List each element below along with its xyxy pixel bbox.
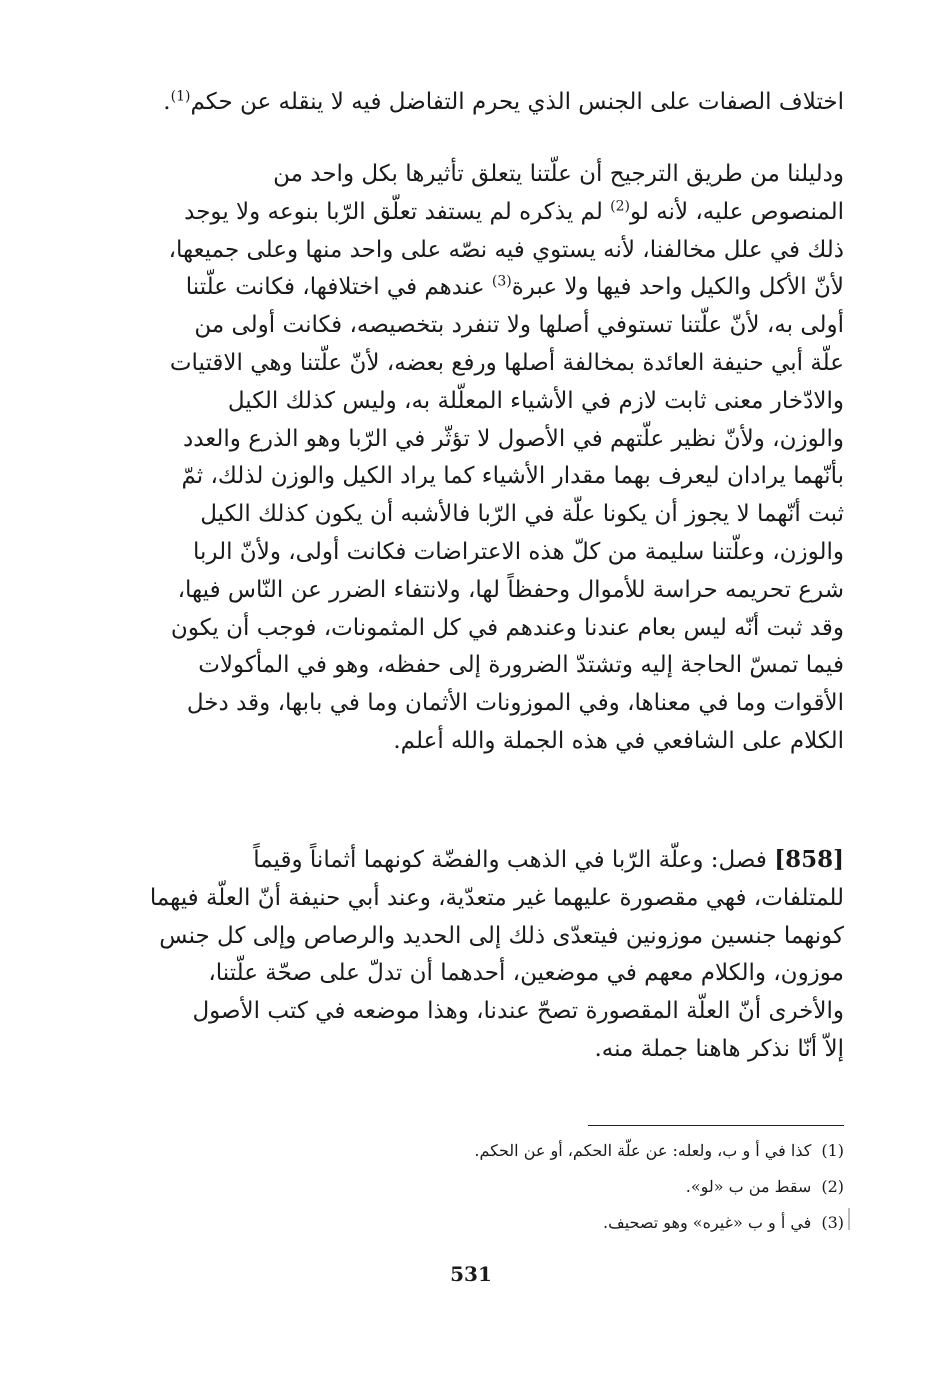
line-text: اختلاف الصفات على الجنس الذي يحرم التفاضل فيه لا ينقله عن حكم [190, 89, 844, 115]
text-line: ودليلنا من طريق الترجيح أن علّتنا يتعلق تأثيرها بكل واحد من [273, 161, 844, 187]
text-line [96, 269, 844, 307]
footnote-divider [588, 1125, 844, 1126]
text-line [96, 84, 844, 122]
text-line: الكلام على الشافعي في هذه الجملة والله أعلم. [393, 727, 844, 754]
text-line: أولى به، لأنّ علّتنا تستوفي أصلها ولا تنفرد بتخصيصه، فكانت أولى من [194, 312, 844, 339]
footnote-number: (2) [821, 1177, 844, 1196]
text-line: والادّخار معنى ثابت لازم في الأشياء المعلّلة به، وليس كذلك الكيل [227, 387, 844, 414]
footnote-text: كذا في أ و ب، ولعله: عن علّة الحكم، أو عن الحكم. [474, 1141, 812, 1160]
scan-edge-mark [848, 1208, 850, 1230]
text-line: موزون، والكلام معهم في موضعين، أحدهما أن تدلّ على صحّة علّتنا، [208, 960, 844, 987]
line-text: لأنّ الأكل والكيل واحد فيها ولا عبرة [511, 274, 844, 301]
footnote-2 [300, 1169, 844, 1205]
text-line: ذلك في علل مخالفنا، لأنه يستوي فيه نصّه على واحد منها وعلى جميعها، [168, 236, 844, 263]
text-line: والأخرى أنّ العلّة المقصورة تصحّ عندنا، وهذا موضعه في كتب الأصول [192, 998, 844, 1025]
line-text: لم يذكره لم يستفد تعلّق الرّبا بنوعه ولا يوجد [184, 198, 603, 225]
footnotes [300, 1133, 844, 1241]
footnote-number: (1) [821, 1141, 844, 1160]
text-line [96, 194, 844, 232]
section-number: [858] [774, 846, 844, 873]
line-text: المنصوص عليه، لأنه لو [630, 198, 844, 225]
paragraph-opening [96, 84, 844, 122]
paragraph-argument [96, 156, 844, 761]
line-text: عندهم في اختلافها، فكانت علّتنا [185, 274, 485, 301]
text-line: والوزن، ولأنّ نظير علّتهم في الأصول لا تؤثّر في الرّبا وهو الذرع والعدد [182, 425, 844, 452]
text-line: الأقوات وما في معناها، وفي الموزونات الأثمان وما في بابها، وقد دخل [186, 690, 844, 717]
text-line: كونهما جنسين موزونين فيتعدّى ذلك إلى الحديد والرصاص وإلى كل جنس [159, 922, 844, 949]
text-line [96, 841, 844, 880]
footnote-ref-1[interactable]: (1) [170, 88, 191, 105]
page-number: 531 [450, 1262, 492, 1286]
text-line: والوزن، وعلّتنا سليمة من كلّ هذه الاعتراضات فكانت أولى، ولأنّ الربا [193, 538, 844, 565]
text-line: علّة أبي حنيفة العائدة بمخالفة أصلها ورفع بعضه، لأنّ علّتنا وهي الاقتيات [169, 349, 844, 376]
footnote-text: في أ و ب «غيره» وهو تصحيف. [603, 1213, 812, 1232]
line-end: . [163, 89, 171, 115]
text-line: فيما تمسّ الحاجة إليه وتشتدّ الضرورة إلى حفظه، وهو في المأكولات [198, 652, 844, 679]
text-line: شرع تحريمه حراسة للأموال وحفظاً لها، ولانتفاء الضرر عن النّاس فيها، [177, 576, 844, 603]
text-line: بأنّهما يرادان ليعرف بهما مقدار الأشياء كما يراد الكيل والوزن لذلك، ثمّ [181, 463, 844, 490]
text-line: للمتلفات، فهي مقصورة عليهما غير متعدّية، وعند أبي حنيفة أنّ العلّة فيهما [149, 884, 844, 911]
footnote-1 [300, 1133, 844, 1169]
footnote-ref-3[interactable]: (3) [491, 273, 512, 290]
text-line: وقد ثبت أنّه ليس بعام عندنا وعندهم في كل المثمونات، فوجب أن يكون [170, 614, 844, 641]
line-text: فصل: وعلّة الرّبا في الذهب والفضّة كونهما أثماناً وقيماً [253, 847, 767, 873]
footnote-ref-2[interactable]: (2) [610, 198, 631, 215]
footnote-text: سقط من ب «لو». [685, 1177, 812, 1196]
footnote-3 [300, 1205, 844, 1241]
paragraph-section-858 [96, 841, 844, 1069]
text-line: إلاّ أنّا نذكر هاهنا جملة منه. [594, 1035, 844, 1062]
text-line: ثبت أنّهما لا يجوز أن يكونا علّة في الرّبا فالأشبه أن يكون كذلك الكيل [200, 501, 844, 528]
footnote-number: (3) [821, 1213, 844, 1232]
